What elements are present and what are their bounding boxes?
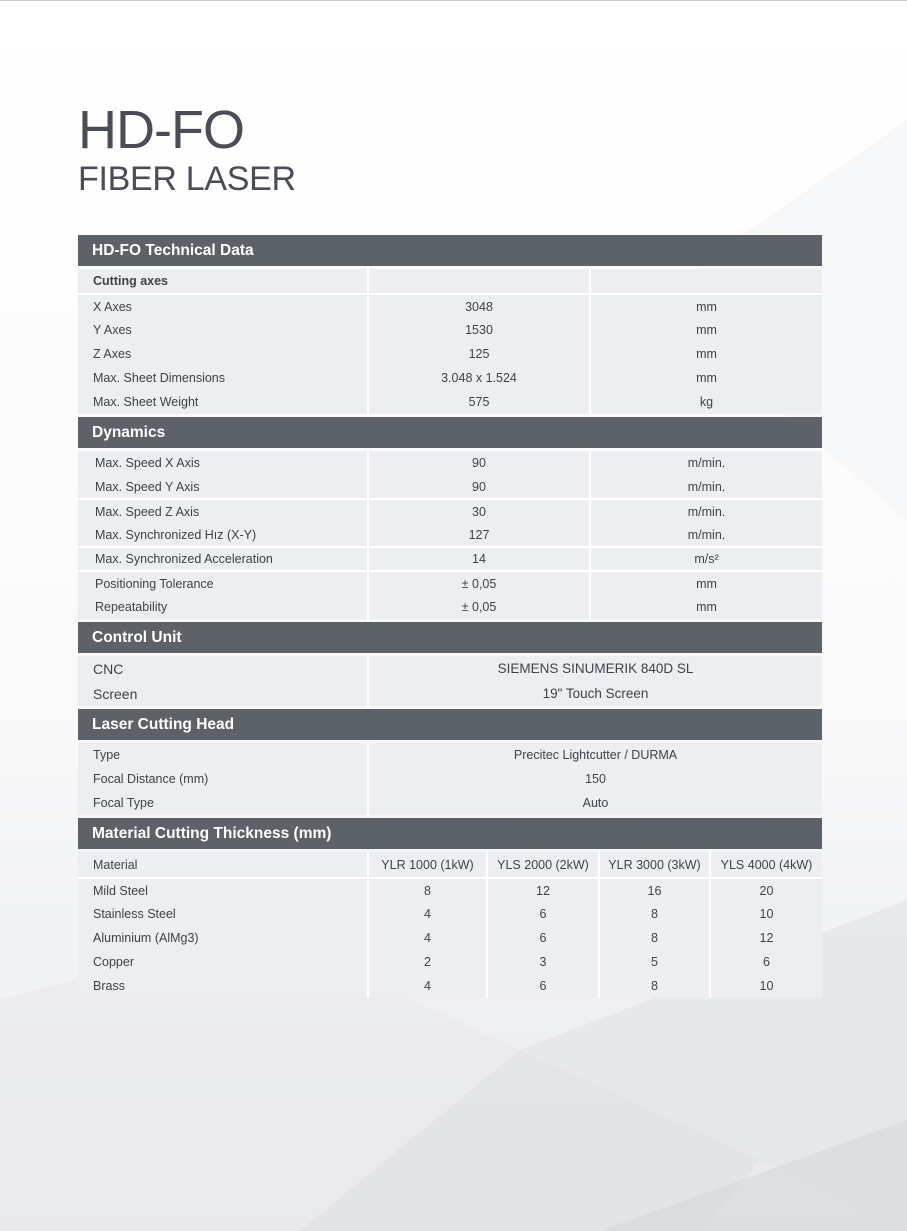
thickness-value: 10: [710, 974, 822, 998]
row-value: SIEMENS SINUMERIK 840D SL: [368, 656, 822, 681]
row-value: 575: [368, 390, 590, 414]
row-label: Max. Speed Y Axis: [78, 475, 368, 499]
thickness-value: 8: [599, 902, 710, 926]
thickness-value: 5: [599, 950, 710, 974]
row-value: 30: [368, 499, 590, 523]
table-row: [78, 656, 822, 681]
section-header-material-thickness: Material Cutting Thickness (mm): [78, 818, 822, 849]
section-header-dynamics: Dynamics: [78, 417, 822, 448]
thickness-value: 6: [710, 950, 822, 974]
group-label-cutting-axes: Cutting axes: [78, 269, 368, 294]
thickness-value: 4: [368, 974, 487, 998]
thickness-value: 6: [487, 926, 599, 950]
spec-sheet: [78, 235, 822, 998]
table-row: [78, 294, 822, 318]
section-header-laser-cutting-head: Laser Cutting Head: [78, 709, 822, 740]
thickness-value: 4: [368, 926, 487, 950]
row-label: Max. Synchronized Hız (X-Y): [78, 523, 368, 547]
thickness-value: 3: [487, 950, 599, 974]
table-row: [78, 791, 822, 815]
table-row: [78, 902, 822, 926]
row-label: Positioning Tolerance: [78, 571, 368, 595]
column-header: YLS 2000 (2kW): [487, 852, 599, 878]
row-label: CNC: [78, 656, 368, 681]
top-rule: [0, 0, 907, 1]
row-value: ± 0,05: [368, 595, 590, 619]
row-label: Focal Type: [78, 791, 368, 815]
row-value: 150: [368, 767, 822, 791]
table-header-row: [78, 852, 822, 878]
material-name: Mild Steel: [78, 878, 368, 902]
material-thickness-table: [78, 852, 822, 998]
table-row: [78, 767, 822, 791]
table-row: [78, 475, 822, 499]
table-row: [78, 318, 822, 342]
row-value: 3048: [368, 294, 590, 318]
row-label: Max. Sheet Dimensions: [78, 366, 368, 390]
table-row: [78, 547, 822, 571]
section-header-control-unit: Control Unit: [78, 622, 822, 653]
row-label: X Axes: [78, 294, 368, 318]
document-title: [78, 100, 296, 198]
row-value: 90: [368, 475, 590, 499]
table-row: [78, 595, 822, 619]
material-name: Aluminium (AlMg3): [78, 926, 368, 950]
thickness-value: 8: [368, 878, 487, 902]
thickness-value: 8: [599, 926, 710, 950]
row-value: 125: [368, 342, 590, 366]
column-header: YLR 1000 (1kW): [368, 852, 487, 878]
table-row: [78, 451, 822, 475]
row-label: Focal Distance (mm): [78, 767, 368, 791]
table-row: [78, 950, 822, 974]
technical-table: [78, 269, 822, 414]
row-label: Max. Synchronized Acceleration: [78, 547, 368, 571]
table-row: [78, 681, 822, 706]
row-value: Auto: [368, 791, 822, 815]
row-label: Repeatability: [78, 595, 368, 619]
row-label: Max. Speed Z Axis: [78, 499, 368, 523]
row-unit: m/min.: [590, 451, 822, 475]
row-unit: mm: [590, 342, 822, 366]
row-label: Z Axes: [78, 342, 368, 366]
row-value: 90: [368, 451, 590, 475]
thickness-value: 12: [487, 878, 599, 902]
row-value: 127: [368, 523, 590, 547]
row-unit: mm: [590, 318, 822, 342]
table-row: [78, 269, 822, 294]
row-unit: kg: [590, 390, 822, 414]
thickness-value: 2: [368, 950, 487, 974]
row-value: 14: [368, 547, 590, 571]
row-label: Screen: [78, 681, 368, 706]
row-label: Y Axes: [78, 318, 368, 342]
row-value: ± 0,05: [368, 571, 590, 595]
table-row: [78, 366, 822, 390]
thickness-value: 6: [487, 974, 599, 998]
row-label: Type: [78, 743, 368, 767]
row-value: 1530: [368, 318, 590, 342]
thickness-value: 4: [368, 902, 487, 926]
row-label: Max. Sheet Weight: [78, 390, 368, 414]
thickness-value: 6: [487, 902, 599, 926]
table-row: [78, 926, 822, 950]
material-name: Brass: [78, 974, 368, 998]
row-unit: mm: [590, 294, 822, 318]
table-row: [78, 974, 822, 998]
material-name: Copper: [78, 950, 368, 974]
table-row: [78, 571, 822, 595]
row-unit: m/min.: [590, 499, 822, 523]
row-unit: m/min.: [590, 475, 822, 499]
material-name: Stainless Steel: [78, 902, 368, 926]
table-row: [78, 743, 822, 767]
table-row: [78, 523, 822, 547]
dynamics-table: [78, 451, 822, 619]
model-name: HD-FO: [78, 100, 244, 160]
laser-cutting-head-table: [78, 743, 822, 815]
table-row: [78, 878, 822, 902]
thickness-value: 16: [599, 878, 710, 902]
thickness-value: 8: [599, 974, 710, 998]
column-header: YLR 3000 (3kW): [599, 852, 710, 878]
section-header-technical: HD-FO Technical Data: [78, 235, 822, 266]
product-type: FIBER LASER: [78, 160, 296, 198]
column-header: YLS 4000 (4kW): [710, 852, 822, 878]
row-label: Max. Speed X Axis: [78, 451, 368, 475]
thickness-value: 20: [710, 878, 822, 902]
row-unit: m/s²: [590, 547, 822, 571]
row-unit: mm: [590, 366, 822, 390]
row-unit: mm: [590, 595, 822, 619]
row-value: 3.048 x 1.524: [368, 366, 590, 390]
table-row: [78, 390, 822, 414]
row-value: Precitec Lightcutter / DURMA: [368, 743, 822, 767]
thickness-value: 12: [710, 926, 822, 950]
table-row: [78, 342, 822, 366]
row-value: 19" Touch Screen: [368, 681, 822, 706]
row-unit: mm: [590, 571, 822, 595]
control-unit-table: [78, 656, 822, 706]
column-header: Material: [78, 852, 368, 878]
row-unit: m/min.: [590, 523, 822, 547]
thickness-value: 10: [710, 902, 822, 926]
table-row: [78, 499, 822, 523]
